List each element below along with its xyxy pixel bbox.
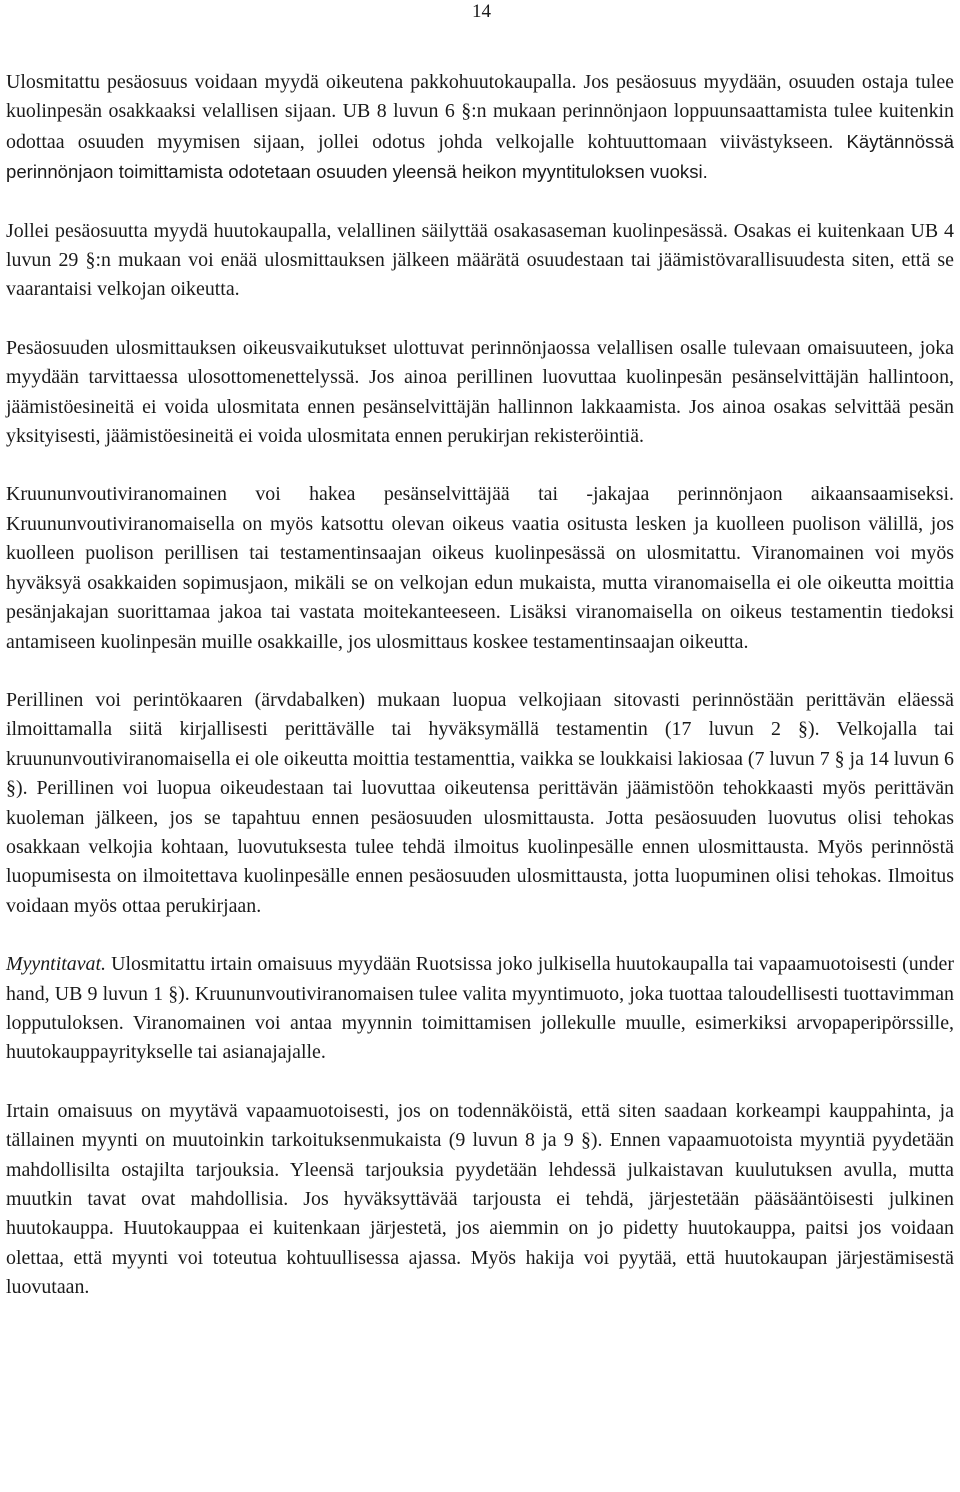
document-body bbox=[6, 68, 954, 1303]
page-number: 14 bbox=[472, 1, 491, 22]
paragraph-1-sans-text: Käytännössä perinnönjaon toimittamista odotetaan osuuden yleensä heikon myyntituloksen vuoksi. bbox=[6, 130, 954, 183]
paragraph-6-text: Ulosmitattu irtain omaisuus myydään Ruotsissa joko julkisella huutokaupalla tai vapaamuotoisesti (under hand, UB 9 luvun 1 §). Kruununvoutiviranomaisen tulee valita myyntimuoto, joka tuottaa taloudellisesti tuottavimman lopputuloksen. Viranomainen voi antaa myynnin toimittamisen jollekulle muulle, esimerkiksi arvopaperipörssille, huutokauppayritykselle tai asianajajalle. bbox=[6, 953, 954, 1064]
paragraph-4 bbox=[6, 480, 954, 656]
paragraph-6 bbox=[6, 950, 954, 1068]
paragraph-1 bbox=[6, 68, 954, 188]
paragraph-7 bbox=[6, 1097, 954, 1303]
section-lead-myyntitavat: Myyntitavat. bbox=[6, 953, 106, 976]
paragraph-5 bbox=[6, 686, 954, 921]
paragraph-3-text: Pesäosuuden ulosmittauksen oikeusvaikutukset ulottuvat perinnönjaossa velallisen osalle tulevaan omaisuuteen, joka myydään tarvittaessa ulosottomenettelyssä. Jos ainoa perillinen luovuttaa kuolinpesän pesänselvittäjän hallintoon, jäämistöesineitä ei voida ulosmitata ennen pesänselvittäjän hallinnon lakkaamista. Jos ainoa osakas selvittää pesän yksityisesti, jäämistöesineitä ei voida ulosmitata ennen perukirjan rekisteröintiä. bbox=[6, 336, 954, 448]
paragraph-1-text: Ulosmitattu pesäosuus voidaan myydä oikeutena pakkohuutokaupalla. Jos pesäosuus myydään, osuuden ostaja tulee kuolinpesän osakkaaksi velallisen sijaan. UB 8 luvun 6 §:n mukaan perinnönjaon loppuunsaattamista tulee kuitenkin odottaa osuuden myymisen sijaan, jollei odotus johda velkojalle kohtuuttomaan viivästykseen. bbox=[6, 71, 954, 153]
paragraph-7-text: Irtain omaisuus on myytävä vapaamuotoisesti, jos on todennäköistä, että siten saadaan korkeampi kauppahinta, ja tällainen myynti on muutoinkin tarkoituksenmukaista (9 luvun 8 ja 9 §). Ennen vapaamuotoista myyntiä pyydetään mahdollisilta ostajilta tarjouksia. Yleensä tarjouksia pyydetään lehdessä julkaistavan kuulutuksen avulla, mutta muutkin tavat ovat mahdollisia. Jos hyväksyttävää tarjousta ei tehdä, järjestetään pääsääntöisesti julkinen huutokauppa. Huutokauppaa ei kuitenkaan järjestetä, jos aiemmin on jo pidetty huutokauppa, paitsi jos voidaan olettaa, että myynti voi toteutua kohtuullisessa ajassa. Myös hakija voi pyytää, että huutokaupan järjestämisestä luovutaan. bbox=[6, 1099, 954, 1299]
paragraph-2-text: Jollei pesäosuutta myydä huutokaupalla, velallinen säilyttää osakasaseman kuolinpesässä. Osakas ei kuitenkaan UB 4 luvun 29 §:n mukaan voi enää ulosmittauksen jälkeen määrätä osuudestaan tai jäämistövarallisuudesta siten, että se vaarantaisi velkojan oikeutta. bbox=[6, 219, 954, 301]
paragraph-4-text: Kruununvoutiviranomainen voi hakea pesänselvittäjää tai -jakajaa perinnönjaon aikaansaamiseksi. Kruununvoutiviranomaisella on myös katsottu olevan oikeus vaatia ositusta lesken ja kuolleen puolison välillä, jos kuolleen puolison perillisen tai testamentinsaajan oikeus kuolinpesässä on ulosmitattu. Viranomainen voi myös hyväksyä osakkaiden sopimusjaon, mikäli se on velkojan edun mukaista, mutta viranomaisella ei ole oikeutta moittia pesänjakajan suorittamaa jakoa tai vastata moitekanteeseen. Lisäksi viranomaisella on oikeus testamentin tiedoksi antamiseen kuolinpesän muille osakkaille, jos ulosmittaus koskee testamentinsaajan oikeutta. bbox=[6, 483, 954, 653]
paragraph-2 bbox=[6, 217, 954, 305]
paragraph-5-text: Perillinen voi perintökaaren (ärvdabalken) mukaan luopua velkojiaan sitovasti perinnöstään perittävän eläessä ilmoittamalla siitä kirjallisesti perittävälle tai hyväksymällä testamentin (17 luvun 2 §). Velkojalla tai kruununvoutiviranomaisella ei ole oikeutta moittia testamenttia, vaikka se loukkaisi lakiosaa (7 luvun 7 § ja 14 luvun 6 §). Perillinen voi luopua oikeudestaan tai luovuttaa oikeutensa perittävän jäämistöön tehokkaasti myös perittävän kuoleman jälkeen, jos se tapahtuu ennen pesäosuuden ulosmittausta. Jotta pesäosuuden luovutus olisi tehokas osakkaan velkojia kohtaan, luovutuksesta tulee tehdä ilmoitus kuolinpesälle ennen ulosmittausta. Myös perinnöstä luopumisesta on ilmoitettava kuolinpesälle ennen pesäosuuden ulosmittausta, jotta luopuminen olisi tehokas. Ilmoitus voidaan myös ottaa perukirjaan. bbox=[6, 688, 954, 917]
paragraph-3 bbox=[6, 334, 954, 452]
